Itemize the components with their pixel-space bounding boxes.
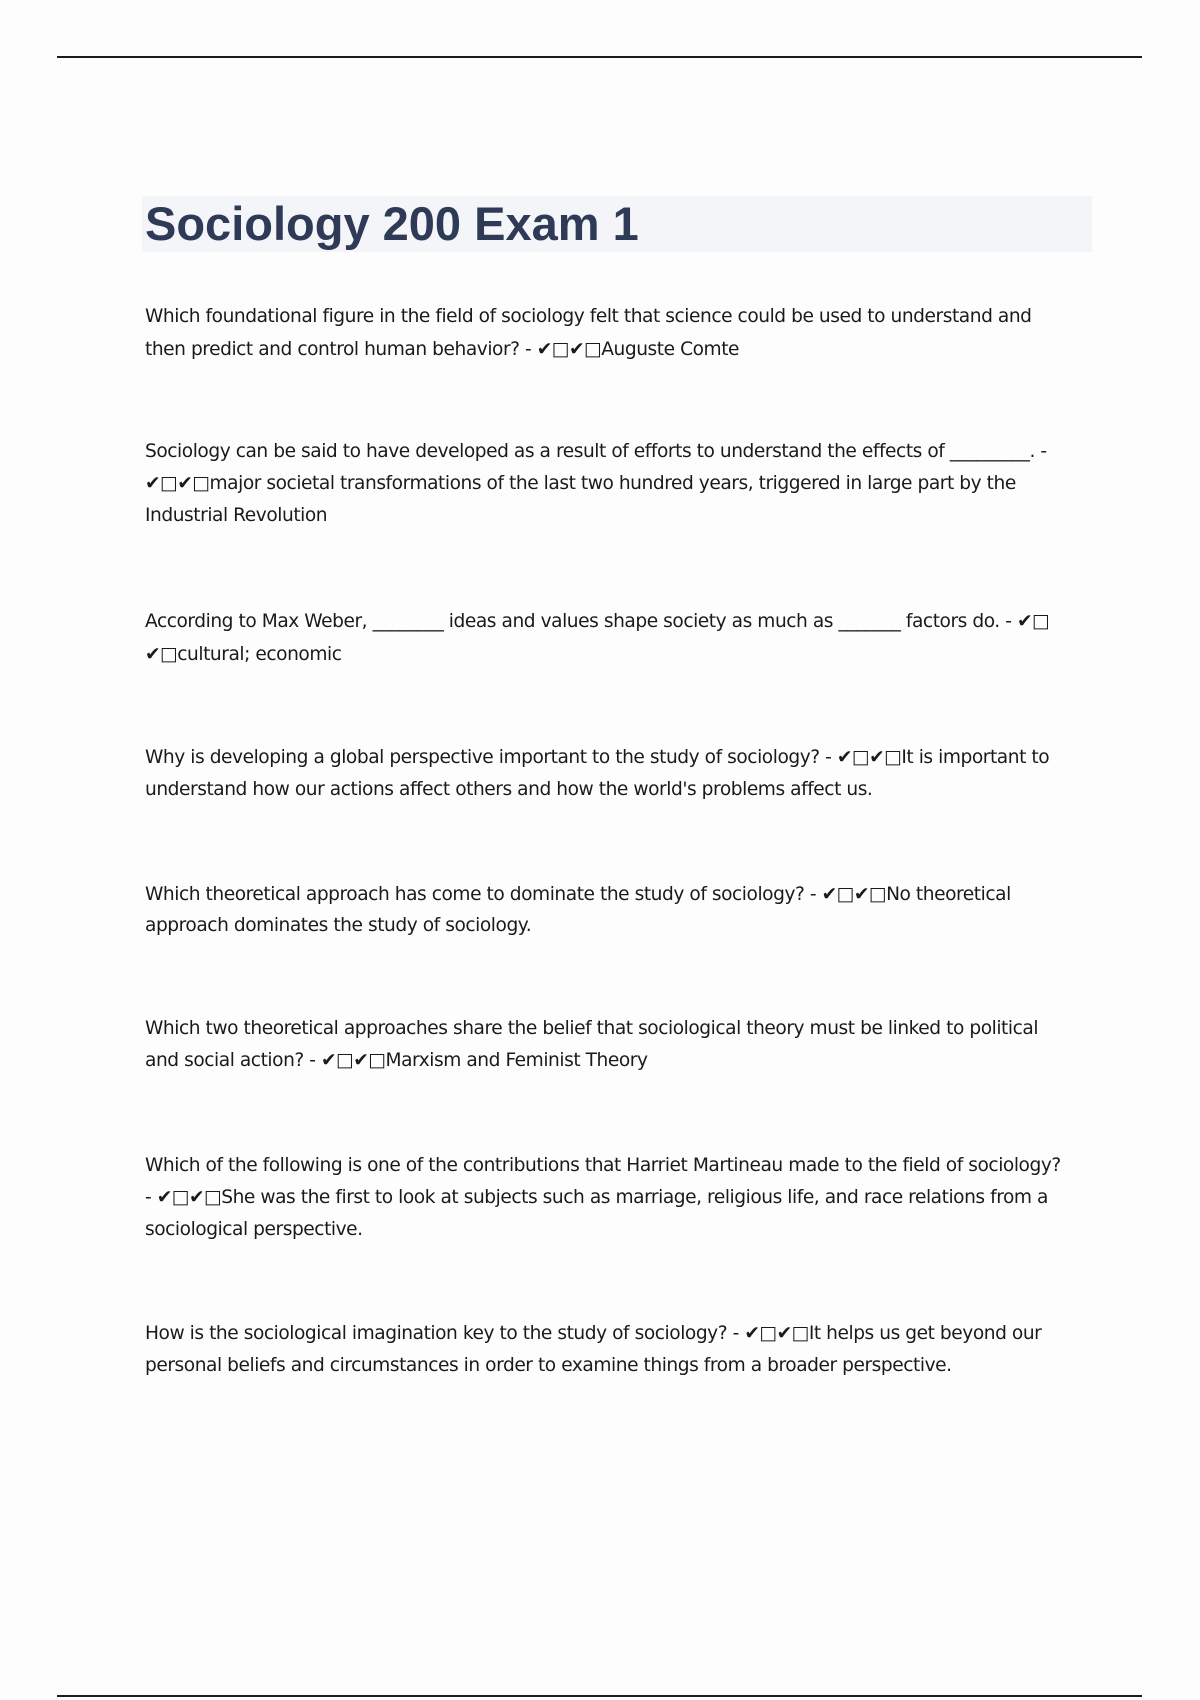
qa-item-6 xyxy=(145,1013,1095,1077)
top-rule xyxy=(57,56,1142,58)
qa-line: How is the sociological imagination key to the study of sociology? - ✔□✔□It helps us get beyond our xyxy=(145,1323,1042,1344)
qa-line: According to Max Weber, ________ ideas and values shape society as much as _______ factors do. - ✔□ xyxy=(145,611,1050,632)
qa-line: and social action? - ✔□✔□Marxism and Feminist Theory xyxy=(145,1050,648,1071)
qa-line: ✔□✔□major societal transformations of the last two hundred years, triggered in large part by the xyxy=(145,473,1016,494)
qa-line: Industrial Revolution xyxy=(145,505,328,526)
qa-item-7 xyxy=(145,1150,1095,1246)
qa-line: Which of the following is one of the contributions that Harriet Martineau made to the field of sociology? xyxy=(145,1155,1061,1176)
qa-item-1 xyxy=(145,300,1095,366)
qa-line: understand how our actions affect others and how the world's problems affect us. xyxy=(145,779,873,800)
qa-line: sociological perspective. xyxy=(145,1219,363,1240)
qa-item-5 xyxy=(145,879,1095,941)
qa-line: - ✔□✔□She was the first to look at subjects such as marriage, religious life, and race relations from a xyxy=(145,1187,1049,1208)
qa-line: Why is developing a global perspective important to the study of sociology? - ✔□✔□It is important to xyxy=(145,747,1050,768)
qa-line: Which theoretical approach has come to dominate the study of sociology? - ✔□✔□No theoretical xyxy=(145,884,1011,905)
qa-line: approach dominates the study of sociology. xyxy=(145,915,532,936)
qa-item-3 xyxy=(145,605,1095,671)
qa-item-4 xyxy=(145,742,1095,806)
qa-item-8 xyxy=(145,1318,1095,1382)
bottom-rule xyxy=(57,1695,1142,1697)
page-title: Sociology 200 Exam 1 xyxy=(145,197,639,250)
qa-line: ✔□cultural; economic xyxy=(145,644,342,665)
qa-line: personal beliefs and circumstances in order to examine things from a broader perspective. xyxy=(145,1355,952,1376)
qa-item-2 xyxy=(145,436,1095,532)
qa-line: Which foundational figure in the field of sociology felt that science could be used to understand and xyxy=(145,306,1032,327)
qa-line: Which two theoretical approaches share the belief that sociological theory must be linked to political xyxy=(145,1018,1039,1039)
qa-line: Sociology can be said to have developed as a result of efforts to understand the effects of _________. - xyxy=(145,441,1047,462)
qa-line: then predict and control human behavior? - ✔□✔□Auguste Comte xyxy=(145,339,740,360)
